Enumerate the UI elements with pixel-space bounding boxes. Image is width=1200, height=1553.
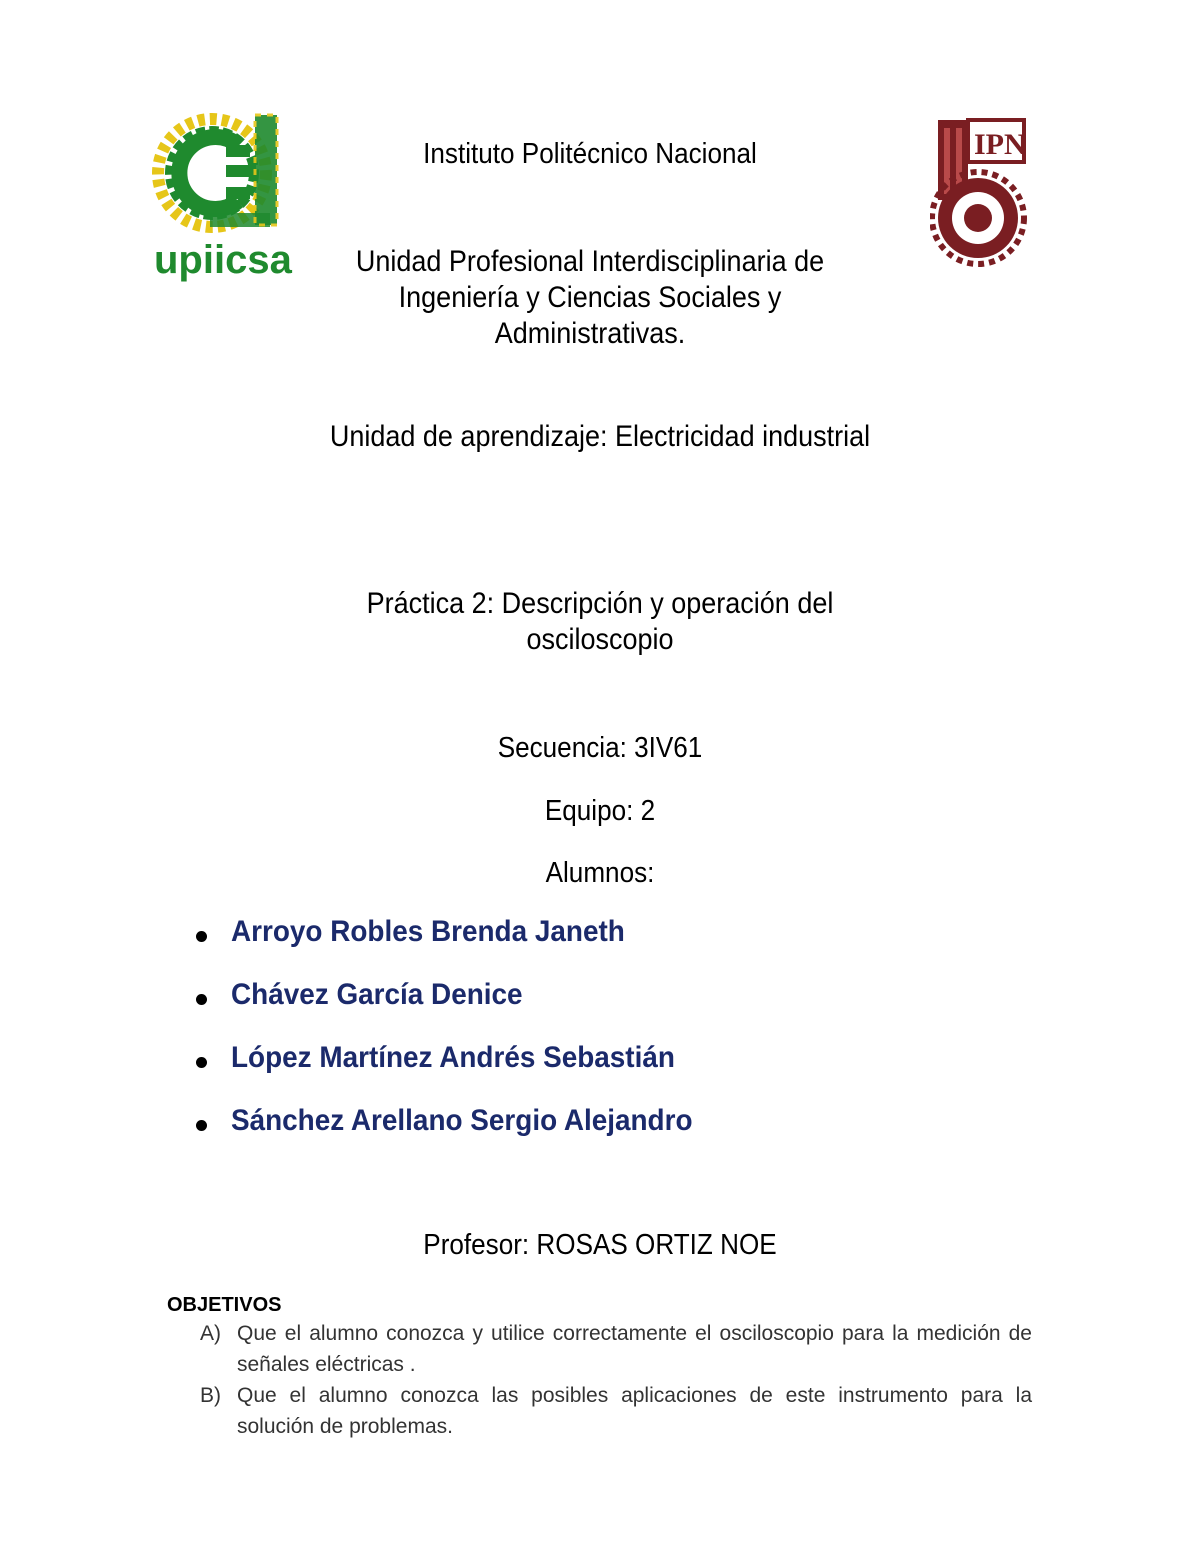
- student-name: Chávez García Denice: [231, 978, 523, 1011]
- list-item: [190, 978, 990, 1041]
- bullet-icon: [196, 1120, 207, 1131]
- objective-letter: A): [200, 1322, 221, 1345]
- professor-label: Profesor: ROSAS ORTIZ NOE: [423, 1229, 777, 1261]
- list-item: [190, 1104, 990, 1167]
- upiicsa-logo: [150, 105, 295, 285]
- institute-name: Instituto Politécnico Nacional: [423, 138, 757, 170]
- practice-title: Práctica 2: Descripción y operación del osciloscopio: [366, 587, 834, 656]
- student-name: López Martínez Andrés Sebastián: [231, 1041, 675, 1074]
- bullet-icon: [196, 931, 207, 942]
- ipn-logo: [930, 110, 1030, 275]
- list-item: [190, 1041, 990, 1104]
- student-name: Arroyo Robles Brenda Janeth: [231, 915, 625, 948]
- bullet-icon: [196, 994, 207, 1005]
- objective-item: [200, 1318, 1032, 1380]
- unit-name: Unidad Profesional Interdisciplinaria de Ingeniería y Ciencias Sociales y Administrativas.: [355, 245, 825, 350]
- objectives-heading: OBJETIVOS: [167, 1294, 282, 1316]
- upiicsa-gear-emblem: [158, 115, 277, 227]
- team-label: Equipo: 2: [544, 795, 656, 827]
- upiicsa-wordmark: upiicsa: [154, 238, 292, 282]
- objective-letter: B): [200, 1384, 221, 1407]
- course-title: Unidad de aprendizaje: Electricidad industrial: [329, 420, 871, 453]
- objective-text: Que el alumno conozca y utilice correctamente el osciloscopio para la medición de señales eléctricas .: [237, 1322, 1032, 1376]
- student-name: Sánchez Arellano Sergio Alejandro: [231, 1104, 693, 1137]
- students-list: [190, 915, 990, 1167]
- sequence-label: Secuencia: 3IV61: [497, 732, 703, 764]
- objective-text: Que el alumno conozca las posibles aplicaciones de este instrumento para la solución de problemas.: [237, 1384, 1032, 1438]
- bullet-icon: [196, 1057, 207, 1068]
- ipn-letters: IPN: [974, 128, 1026, 161]
- students-heading: Alumnos:: [545, 857, 655, 889]
- list-item: [190, 915, 990, 978]
- objective-item: [200, 1380, 1032, 1442]
